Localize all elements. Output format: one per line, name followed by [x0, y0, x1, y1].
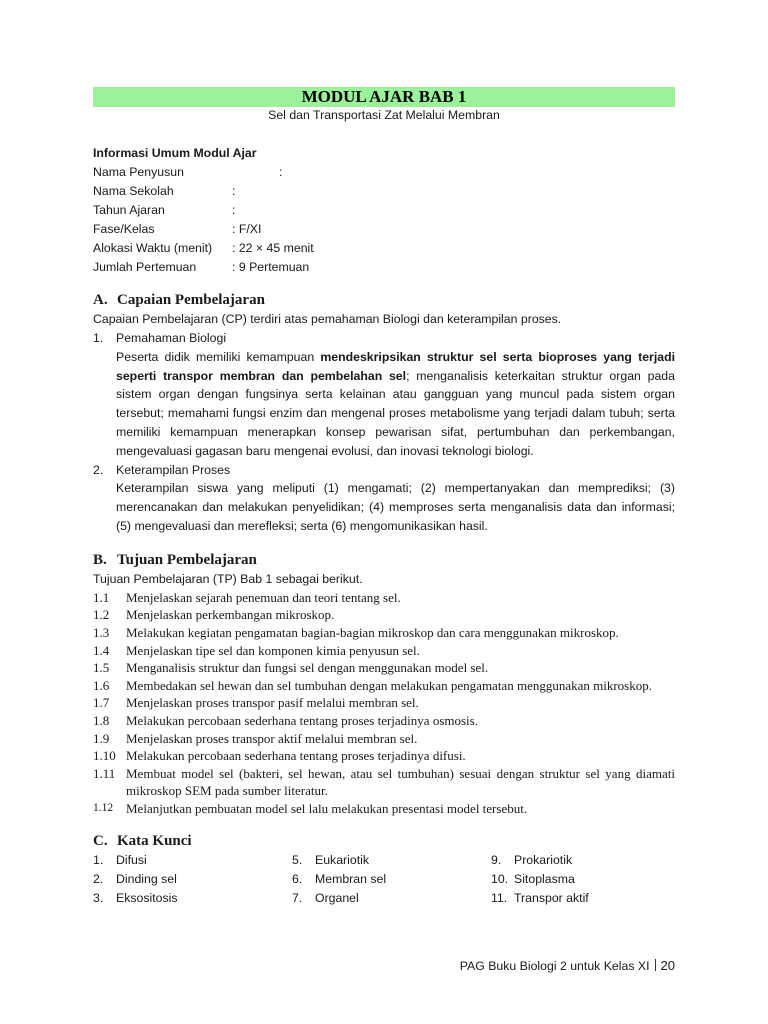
info-value: :: [232, 203, 236, 217]
tp-text: Membedakan sel hewan dan sel tumbuhan dengan melakukan pengamatan menggunakan mikroskop.: [126, 677, 652, 693]
keyword-number: 6.: [292, 872, 303, 887]
keyword-item: [93, 851, 292, 870]
info-value: : 9 Pertemuan: [232, 260, 310, 274]
list-item: [93, 730, 675, 748]
keyword-item: [491, 870, 675, 889]
list-item: [93, 677, 675, 695]
info-row: [93, 182, 675, 201]
cp-item: [93, 461, 675, 480]
info-block: [93, 163, 675, 277]
cp-item-description: [116, 348, 675, 461]
tp-number: 1.5: [93, 660, 110, 676]
keyword-item: [491, 851, 675, 870]
info-row: [93, 220, 675, 239]
info-label: Alokasi Waktu (menit): [93, 241, 213, 255]
page-title: MODUL AJAR BAB 1: [93, 87, 675, 107]
keyword-number: 7.: [292, 891, 303, 906]
tp-text: Melakukan percobaan sederhana tentang proses terjadinya difusi.: [126, 748, 466, 764]
info-row: [93, 201, 675, 220]
tp-number: 1.3: [93, 624, 110, 640]
keyword-text: Eukariotik: [315, 853, 369, 868]
keyword-number: 10.: [491, 872, 509, 887]
keyword-text: Organel: [315, 891, 359, 906]
section-letter: B.: [93, 551, 107, 568]
section-a-intro: Capaian Pembelajaran (CP) terdiri atas pemahaman Biologi dan keterampilan proses.: [93, 312, 562, 326]
cp-item-title: Keterampilan Proses: [116, 462, 231, 477]
tp-number: 1.2: [93, 607, 110, 623]
info-label: Nama Sekolah: [93, 184, 174, 198]
list-item: [93, 694, 675, 712]
cp-text-bold: mendeskripsikan struktur sel serta bioproses yang terjadi seperti transpor membran dan pembelahan sel: [116, 349, 675, 383]
cp-text-post: ; menganalisis keterkaitan struktur organ pada sistem organ dengan fungsinya serta kelainan atau gangguan yang muncul pada sistem organ tersebut; memahami fungsi enzim dan mengenal proses metabolisme yang terjadi dalam tubuh; serta memiliki kemampuan menerapkan konsep pewarisan sifat, pertumbuhan dan perkembangan, mengevaluasi gagasan baru mengenai evolusi, dan inovasi teknologi biologi.: [116, 368, 675, 458]
section-title: Capaian Pembelajaran: [117, 292, 265, 308]
keyword-item: [491, 889, 675, 908]
info-row: [93, 239, 675, 258]
document-page: [93, 87, 675, 908]
section-a-heading: [93, 291, 675, 310]
cp-item-number: 2.: [93, 462, 104, 477]
keyword-text: Transpor aktif: [514, 891, 589, 906]
tp-text: Menganalisis struktur dan fungsi sel dengan menggunakan model sel.: [126, 660, 489, 676]
info-label: Fase/Kelas: [93, 222, 155, 236]
tp-text: Membuat model sel (bakteri, sel hewan, atau sel tumbuhan) sesuai dengan struktur sel yang diamati mikroskop SEM pada sumber literatur.: [126, 765, 675, 799]
tp-number: 1.12: [93, 801, 114, 814]
tp-number: 1.9: [93, 730, 110, 746]
keyword-text: Membran sel: [315, 872, 387, 887]
keyword-item: [292, 851, 491, 870]
tp-number: 1.11: [93, 765, 116, 781]
tp-number: 1.8: [93, 712, 110, 728]
list-item: [93, 659, 675, 677]
list-item: [93, 800, 675, 818]
keyword-number: 1.: [93, 853, 104, 868]
keyword-number: 9.: [491, 853, 502, 868]
list-item: [93, 765, 675, 800]
info-value: :: [279, 165, 283, 179]
cp-text-pre: Peserta didik memiliki kemampuan: [116, 349, 321, 364]
tp-text: Melakukan percobaan sederhana tentang proses terjadinya osmosis.: [126, 712, 478, 728]
keyword-item: [93, 870, 292, 889]
section-b-heading: [93, 551, 675, 570]
cp-item-description: [116, 479, 675, 535]
page-subtitle: Sel dan Transportasi Zat Melalui Membran: [268, 108, 500, 122]
tp-text: Menjelaskan proses transpor pasif melalui membran sel.: [126, 695, 419, 711]
cp-item-number: 1.: [93, 331, 104, 345]
keyword-number: 5.: [292, 853, 303, 868]
page-number: 20: [660, 958, 675, 973]
info-row: [93, 258, 675, 277]
section-title: Kata Kunci: [117, 833, 192, 850]
keyword-item: [292, 870, 491, 889]
tp-text: Menjelaskan perkembangan mikroskop.: [126, 607, 335, 623]
info-label: Tahun Ajaran: [93, 203, 165, 217]
tp-text: Melakukan kegiatan pengamatan bagian-bagian mikroskop dan cara menggunakan mikroskop.: [126, 624, 619, 640]
list-item: [93, 606, 675, 624]
info-heading: Informasi Umum Modul Ajar: [93, 146, 257, 160]
keyword-text: Sitoplasma: [514, 872, 575, 887]
footer-text: PAG Buku Biologi 2 untuk Kelas XI: [459, 959, 650, 973]
keyword-text: Difusi: [116, 853, 147, 868]
tp-text: Melanjutkan pembuatan model sel lalu melakukan presentasi model tersebut.: [126, 800, 528, 816]
tp-number: 1.10: [93, 748, 116, 764]
tp-number: 1.1: [93, 589, 110, 605]
tp-number: 1.7: [93, 695, 110, 711]
keyword-text: Prokariotik: [514, 853, 573, 868]
cp-item-title: Pemahaman Biologi: [116, 331, 227, 345]
list-item: [93, 642, 675, 660]
info-label: Nama Penyusun: [93, 165, 184, 179]
tp-text: Menjelaskan proses transpor aktif melalui membran sel.: [126, 730, 418, 746]
section-title: Tujuan Pembelajaran: [117, 551, 257, 568]
keyword-grid: [93, 851, 675, 908]
info-value: : F/XI: [232, 222, 262, 236]
info-value: : 22 × 45 menit: [232, 241, 314, 255]
section-letter: C.: [93, 833, 108, 850]
section-letter: A.: [93, 292, 108, 308]
keyword-item: [93, 889, 292, 908]
cp-item: [93, 329, 675, 348]
tp-list: [93, 589, 675, 818]
info-row: [93, 163, 675, 182]
info-label: Jumlah Pertemuan: [93, 260, 197, 274]
list-item: [93, 712, 675, 730]
list-item: [93, 747, 675, 765]
keyword-item: [292, 889, 491, 908]
page-footer: [420, 958, 675, 974]
tp-text: Menjelaskan tipe sel dan komponen kimia penyusun sel.: [126, 642, 420, 658]
keyword-number: 3.: [93, 891, 104, 906]
footer-divider: [655, 959, 656, 971]
keyword-text: Dinding sel: [116, 872, 177, 887]
section-b-intro: Tujuan Pembelajaran (TP) Bab 1 sebagai berikut.: [93, 571, 363, 586]
cp-text-pre: Keterampilan siswa yang meliputi (1) mengamati; (2) mempertanyakan dan memprediksi; (3) merencanakan dan melakukan penyelidikan; (4) memproses serta menganalisis data dan informasi; (5) mengevaluasi dan merefleksi; serta (6) mengomunikasikan hasil.: [116, 481, 675, 533]
list-item: [93, 589, 675, 607]
info-value: :: [232, 184, 236, 198]
tp-number: 1.6: [93, 677, 110, 693]
keyword-number: 11.: [491, 891, 508, 906]
keyword-text: Eksositosis: [116, 891, 178, 906]
keyword-number: 2.: [93, 872, 104, 887]
section-c-heading: [93, 832, 675, 851]
tp-number: 1.4: [93, 642, 110, 658]
tp-text: Menjelaskan sejarah penemuan dan teori tentang sel.: [126, 589, 401, 605]
list-item: [93, 624, 675, 642]
